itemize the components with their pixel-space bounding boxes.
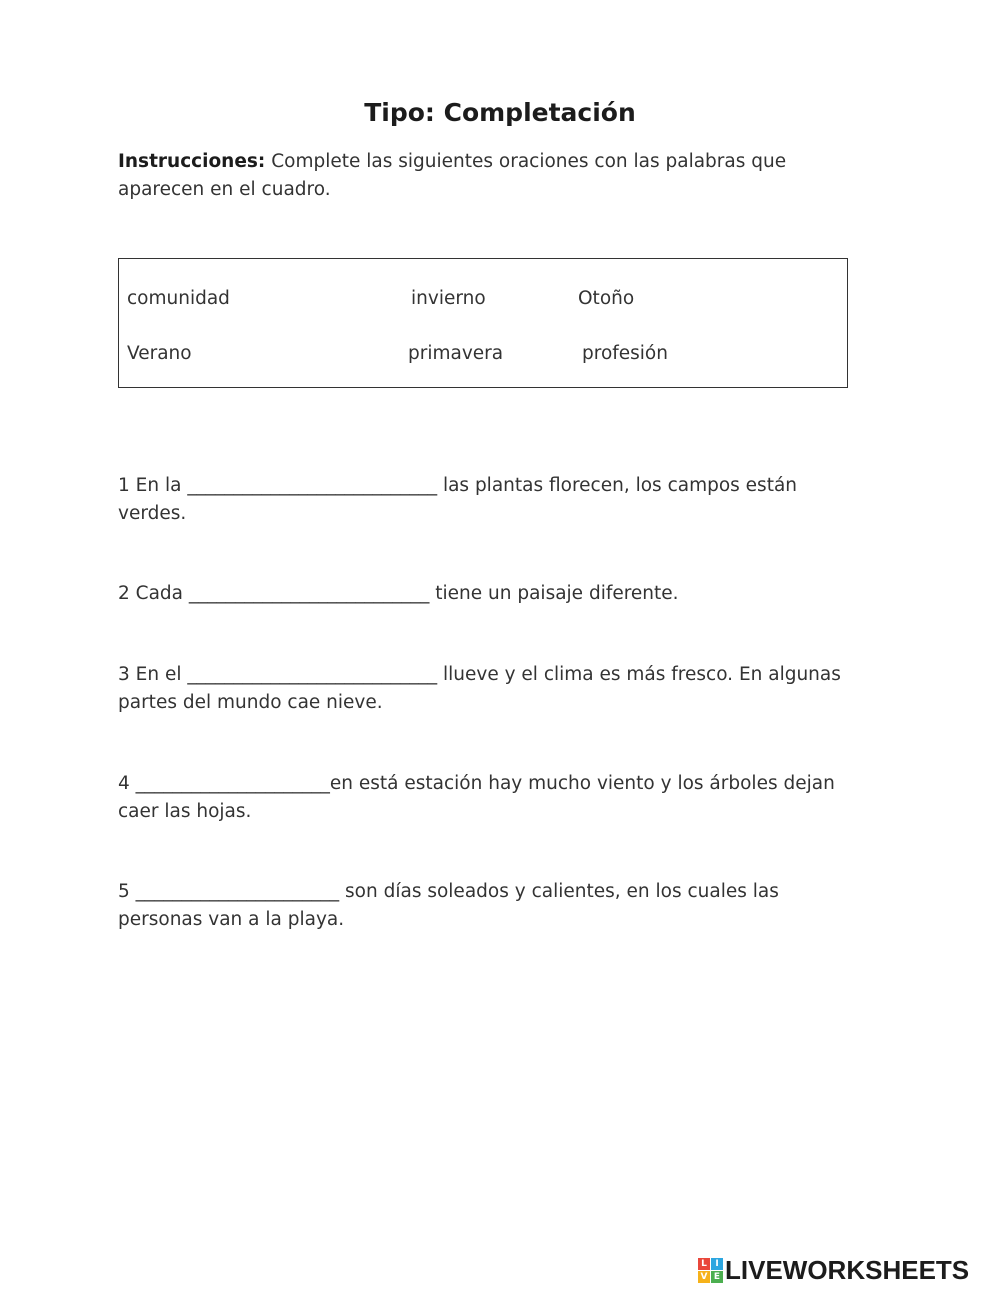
sentence-text: llueve y el clima es más fresco. En algunas partes del mundo cae nieve. <box>118 664 841 713</box>
word-verano[interactable]: Verano <box>127 343 192 364</box>
word-invierno[interactable]: invierno <box>411 288 486 309</box>
answer-blank-1[interactable]: ___________________________ <box>187 475 438 496</box>
word-profesion[interactable]: profesión <box>582 343 668 364</box>
sentence-text: las plantas florecen, los campos están verdes. <box>118 475 798 524</box>
answer-blank-4[interactable]: _____________________ <box>135 773 330 794</box>
sentence-2 <box>118 580 863 608</box>
logo-letter: L <box>698 1258 710 1270</box>
sentence-text: tiene un paisaje diferente. <box>429 583 679 604</box>
sentence-text: en está estación hay mucho viento y los árboles dejan caer las hojas. <box>118 773 835 822</box>
sentence-text: 5 <box>118 881 136 902</box>
instructions <box>118 148 838 204</box>
sentence-text: son días soleados y calientes, en los cuales las personas van a la playa. <box>118 881 779 930</box>
word-box <box>118 258 848 388</box>
word-otono[interactable]: Otoño <box>578 288 635 309</box>
answer-blank-5[interactable]: ______________________ <box>135 881 340 902</box>
instructions-label: Instrucciones: <box>118 151 266 172</box>
instructions-text: Complete las siguientes oraciones con las palabras que aparecen en el cuadro. <box>118 151 787 200</box>
word-comunidad[interactable]: comunidad <box>127 288 230 309</box>
sentence-text: 2 Cada <box>118 583 189 604</box>
sentence-text: 1 En la <box>118 475 188 496</box>
logo-text: LIVEWORKSHEETS <box>725 1255 970 1285</box>
answer-blank-2[interactable]: __________________________ <box>188 583 430 604</box>
sentence-3 <box>118 661 863 717</box>
word-primavera[interactable]: primavera <box>408 343 504 364</box>
logo-letter: I <box>711 1258 723 1270</box>
sentence-5 <box>118 878 863 934</box>
answer-blank-3[interactable]: ___________________________ <box>187 664 438 685</box>
sentence-text: 4 <box>118 773 136 794</box>
sentence-4 <box>118 770 863 826</box>
liveworksheets-logo[interactable] <box>698 1255 969 1285</box>
page-title: Tipo: Completación <box>364 98 636 127</box>
logo-letter: E <box>711 1271 723 1283</box>
sentence-1 <box>118 472 863 528</box>
logo-letter: V <box>698 1271 710 1283</box>
logo-icon <box>698 1258 723 1283</box>
sentence-text: 3 En el <box>118 664 188 685</box>
